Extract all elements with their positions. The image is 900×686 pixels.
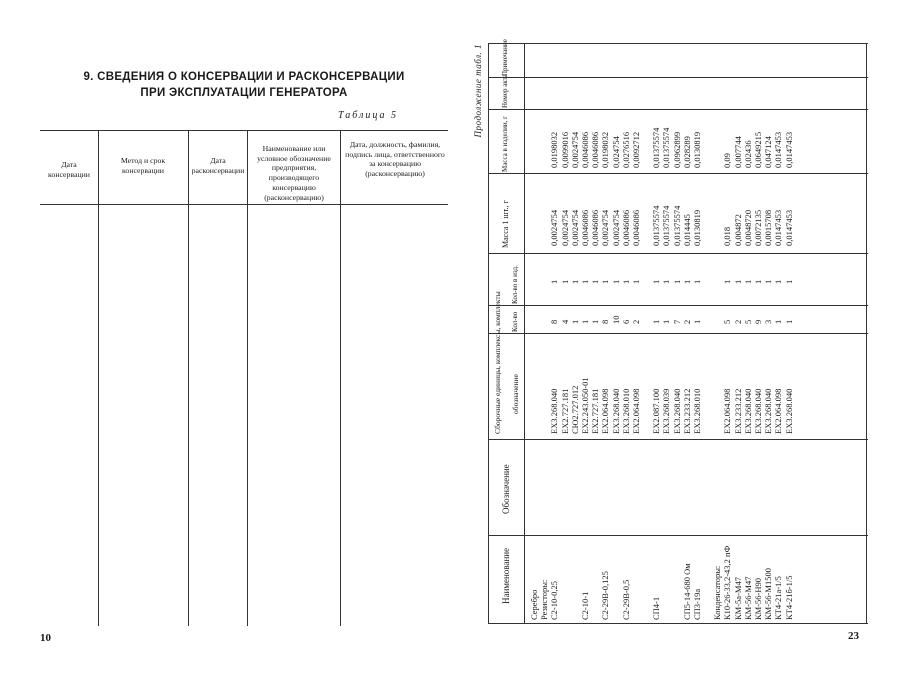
cell-qty-prod: 1 [783,279,794,284]
cell-name: Серебро [529,589,539,620]
cell-qty: 4 [559,319,570,324]
cell-designation: ЕХ2.064.098 [631,388,641,434]
cell-name: КТ4-21а-1/5 [773,576,784,620]
cell-mass-unit: 0,0147453 [773,209,784,246]
cell-qty-prod: 1 [763,279,774,284]
cell-qty-prod: 1 [722,279,733,284]
col-div-qty-prod [488,253,868,254]
cell-qty-prod: 1 [773,279,784,284]
cell-name: КМ-56-М47 [742,576,753,620]
cell-name: Конденсаторы: [712,565,723,620]
header-mass-prod: Масса в изделии, г [501,116,509,172]
cell-qty-prod: 1 [610,279,621,284]
column-divider [188,130,189,626]
cell-qty-prod: 1 [651,279,662,284]
cell-qty: 5 [722,319,733,324]
col-div-act [488,77,868,78]
cell-qty-prod: 1 [620,279,631,284]
cell-qty-prod: 1 [753,279,763,284]
cell-mass-unit: 0,01375574 [671,205,682,246]
header-assembly-group: Сборочные единицы, комплексы, комплекты [493,291,502,434]
cell-qty: 3 [763,319,774,324]
cell-mass-prod: 0,007744 [732,136,743,168]
cell-mass-unit: 0,018 [722,226,733,246]
header-assembly-designation: обозначение [511,374,520,414]
col-div-assembly [488,333,868,334]
cell-mass-prod: 0,0092712 [631,131,641,168]
cell-designation: ЕХ3.268.040 [763,388,774,434]
cell-designation: ЕХ2.243.050-01 [580,377,590,434]
cell-designation: ЕХ3.268.040 [549,388,560,434]
table-header-divider [40,204,448,205]
cell-designation: ЕХ3.268.040 [742,388,753,434]
cell-qty: 1 [590,319,601,324]
cell-qty-prod: 1 [732,279,743,284]
cell-designation: ЕХ3.233.212 [732,388,743,434]
cell-designation: ЕХ3.268.040 [610,388,621,434]
col-div-mass-prod [488,109,868,110]
cell-name: КМ-5а-М47 [732,577,743,620]
cell-mass-unit: 0,004872 [732,214,743,246]
cell-qty-prod: 1 [742,279,753,284]
cell-mass-prod: 0,047124 [763,136,774,168]
cell-name: К10-26-33,2-43,2 пФ [722,545,733,620]
cell-qty: 1 [651,319,662,324]
cell-qty: 1 [580,319,590,324]
cell-qty-prod: 1 [631,279,641,284]
continuation-title: Продолжение табл. 1 [473,44,483,138]
cell-designation: ЕХ2.064.098 [600,388,611,434]
col-div-qty [488,305,868,306]
cell-designation: ЕХ3.233.212 [681,388,692,434]
cell-qty: 6 [620,319,631,324]
cell-mass-unit: 0,0024754 [549,209,560,246]
cell-qty-prod: 1 [549,279,560,284]
cell-designation: ЕХ2.064.098 [722,388,733,434]
cell-mass-prod: 0,0276516 [620,131,631,168]
cell-qty: 10 [610,315,621,324]
cell-qty-prod: 1 [661,279,672,284]
header-notes: Примечание [501,39,509,76]
cell-qty: 1 [569,319,580,324]
cell-designation: ЕХ2.087.100 [651,388,662,434]
table-border-right [488,43,868,44]
cell-name: С2-29В-0,125 [600,571,611,620]
column-divider [98,130,99,626]
cell-qty: 1 [692,319,702,324]
header-row-divider [524,44,525,624]
cell-qty-prod: 1 [692,279,702,284]
cell-mass-unit: 0,0024754 [610,209,621,246]
cell-designation: ЕХ3.268.040 [753,388,763,434]
cell-mass-unit: 0,0024754 [559,209,570,246]
table-top-border [40,130,448,131]
cell-designation: ЕХ3.268.040 [783,388,794,434]
cell-qty-prod: 1 [590,279,601,284]
col-div-name [488,535,868,536]
cell-mass-prod: 0,0046086 [580,131,590,168]
cell-mass-unit: 0,01375574 [661,205,672,246]
table-label: Таблица 5 [338,110,398,121]
conservation-table [40,130,448,626]
header-conservation-date: Дата консервации [48,160,90,179]
cell-name: КМ-56-Н90 [753,577,763,620]
cell-mass-prod: 0,0130819 [692,131,702,168]
cell-mass-unit: 0,0072135 [753,209,763,246]
cell-qty: 1 [773,319,784,324]
cell-name: С2-10-1 [580,591,590,620]
cell-mass-unit: 0,0048720 [742,209,753,246]
header-responsible-person: Дата, должность, фамилия, подпись лица, ответственного за консервацию (расконсервацию) [345,140,445,179]
cell-designation: ЕХ3.268.040 [671,388,682,434]
cell-mass-prod: 0,0962899 [671,131,682,168]
cell-mass-prod: 0,0198032 [600,131,611,168]
cell-mass-prod: 0,0024754 [569,131,580,168]
cell-mass-prod: 0,0099016 [559,131,570,168]
col-div-designation [488,439,868,440]
section-heading [40,70,448,101]
cell-name: КТ4-21б-1/5 [783,575,794,620]
cell-designation: ЕХ3.268.039 [661,388,672,434]
cell-qty: 9 [753,319,763,324]
cell-qty-prod: 1 [681,279,692,284]
cell-designation: ЕХ3.268.010 [620,388,631,434]
cell-mass-unit: 0,01375574 [651,205,662,246]
cell-qty: 1 [661,319,672,324]
cell-qty-prod: 1 [600,279,611,284]
header-name: Наименование [501,547,511,604]
cell-qty-prod: 1 [559,279,570,284]
cell-qty: 5 [742,319,753,324]
header-method: Метод и срок консервации [120,156,166,175]
cell-name: СП4-1 [651,596,662,620]
cell-mass-prod: 0,09 [722,153,733,168]
cell-qty: 2 [631,319,641,324]
cell-mass-unit: 0,014445 [681,214,692,246]
cell-qty: 8 [549,319,560,324]
cell-mass-prod: 0,0649215 [753,131,763,168]
cell-mass-unit: 0,0046086 [631,209,641,246]
cell-mass-unit: 0,0046086 [590,209,601,246]
page-number-left: 10 [40,632,51,644]
cell-mass-prod: 0,0147453 [783,131,794,168]
cell-qty: 8 [600,319,611,324]
cell-designation: ЕХ2.727.181 [590,388,601,434]
cell-mass-prod: 0,0198032 [549,131,560,168]
header-qty: Кол-во [511,311,519,332]
cell-designation: ЕХ2.064.098 [773,388,784,434]
table-border-bottom [866,44,867,624]
cell-mass-prod: 0,01375574 [651,127,662,168]
cell-qty-prod: 1 [671,279,682,284]
cell-mass-unit: 0,0046086 [580,209,590,246]
cell-qty: 2 [681,319,692,324]
cell-name: КМ-56-М1500 [763,568,774,620]
cell-name: Резисторы: [539,579,550,620]
column-divider [340,130,341,626]
page-number-right: 23 [848,630,859,642]
cell-name: СП5-14-680 Ом [681,563,692,620]
cell-mass-prod: 0,028289 [681,136,692,168]
table-border-top [488,44,489,624]
cell-mass-unit: 0,0130819 [692,209,702,246]
header-deconservation-date: Дата расконсервации [191,156,245,175]
cell-designation: ЕХ3.268.010 [692,388,702,434]
cell-mass-unit: 0,0024754 [600,209,611,246]
cell-name: С2-29В-0,5 [620,579,631,620]
cell-designation: СЮ2.727.012 [569,385,580,434]
header-qty-prod: Кол-во в изд. [511,265,519,304]
cell-qty: 1 [783,319,794,324]
header-mass-unit: Масса 1 шт., г [501,200,510,248]
header-designation: Обозначение [501,464,511,514]
cell-mass-unit: 0,0147453 [783,209,794,246]
header-act-number: Номер акта [501,74,509,108]
cell-mass-prod: 0,0046086 [590,131,601,168]
cell-mass-prod: 0,01375574 [661,127,672,168]
table-border-left [488,623,868,624]
cell-mass-prod: 0,02436 [742,140,753,168]
cell-mass-unit: 0,0024754 [569,209,580,246]
header-enterprise: Наименование или условное обозначение предприятия, производящего консервацию (расконсервацию) [257,144,331,202]
cell-qty: 7 [671,319,682,324]
cell-mass-unit: 0,0046086 [620,209,631,246]
section-heading-line-1: 9. СВЕДЕНИЯ О КОНСЕРВАЦИИ И РАСКОНСЕРВАЦИИ [83,71,405,83]
col-div-mass-unit [488,173,868,174]
cell-mass-prod: 0,0147453 [773,131,784,168]
section-heading-line-2: ПРИ ЭКСПЛУАТАЦИИ ГЕНЕРАТОРА [140,86,348,99]
cell-mass-unit: 0,0015708 [763,209,774,246]
cell-mass-prod: 0,024754 [610,136,621,168]
column-divider [247,130,248,626]
cell-qty: 2 [732,319,743,324]
cell-qty-prod: 1 [569,279,580,284]
cell-name: СП3-19а [692,588,702,620]
cell-name: С2-10-0,25 [549,581,560,620]
materials-table-rotated [473,39,868,624]
cell-designation: ЕХ2.727.181 [559,388,570,434]
cell-qty-prod: 1 [580,279,590,284]
